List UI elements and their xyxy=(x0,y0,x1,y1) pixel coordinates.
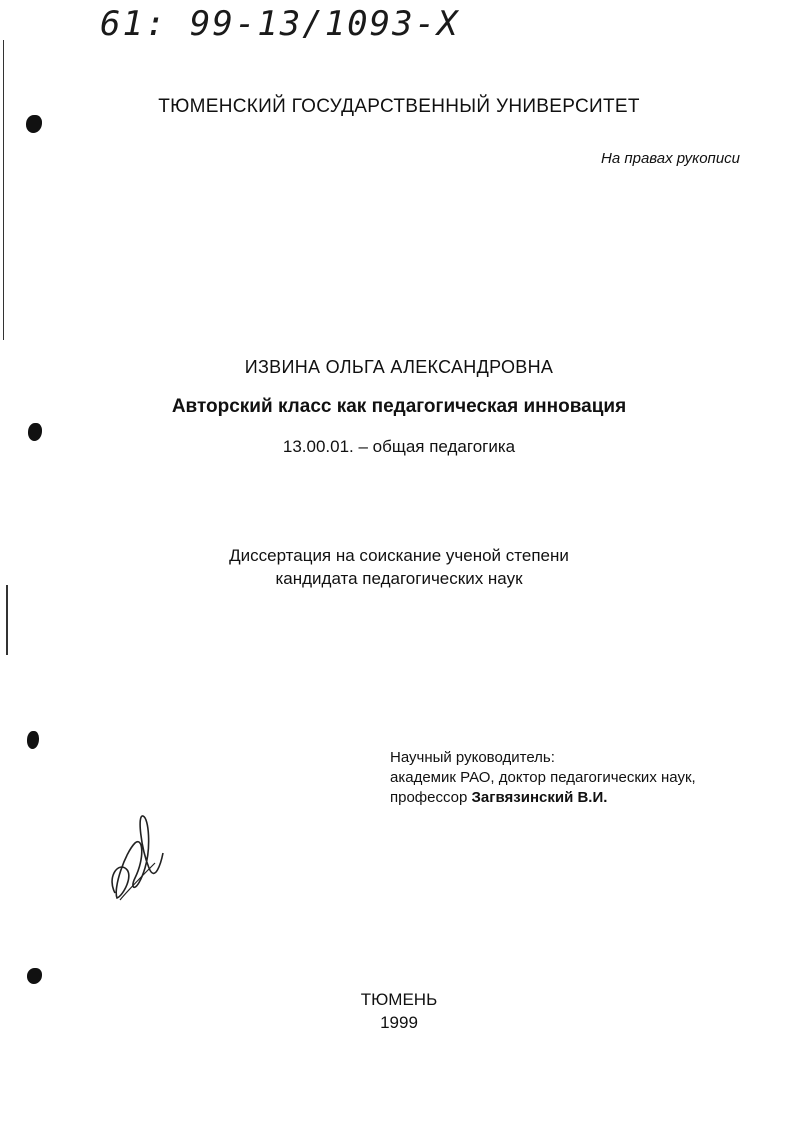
advisor-block xyxy=(390,748,696,808)
advisor-credentials: академик РАО, доктор педагогических наук, xyxy=(390,769,696,786)
signature-mark xyxy=(105,808,175,908)
advisor-name: Загвязинский В.И. xyxy=(471,789,608,806)
advisor-label: Научный руководитель: xyxy=(390,749,555,766)
author-name: ИЗВИНА ОЛЬГА АЛЕКСАНДРОВНА xyxy=(244,357,554,377)
scan-edge-line xyxy=(6,585,8,655)
catalog-number: 61: 99-13/1093-X xyxy=(100,4,460,44)
degree-line-1: Диссертация на соискание ученой степени xyxy=(229,546,569,565)
specialty-code: 13.00.01. – общая педагогика xyxy=(282,437,516,456)
degree-line-2: кандидата педагогических наук xyxy=(275,569,523,588)
publication-year: 1999 xyxy=(380,1013,418,1032)
dissertation-title: Авторский класс как педагогическая инновация xyxy=(171,396,627,417)
city-name: ТЮМЕНЬ xyxy=(360,990,438,1009)
rights-notice: На правах рукописи xyxy=(601,150,740,167)
scan-edge-line xyxy=(3,40,4,340)
binding-hole-mark xyxy=(27,968,42,984)
binding-hole-mark xyxy=(27,731,39,749)
university-name: ТЮМЕНСКИЙ ГОСУДАРСТВЕННЫЙ УНИВЕРСИТЕТ xyxy=(158,96,640,117)
advisor-title-prefix: профессор xyxy=(390,789,468,806)
advisor-title-line xyxy=(390,788,696,808)
